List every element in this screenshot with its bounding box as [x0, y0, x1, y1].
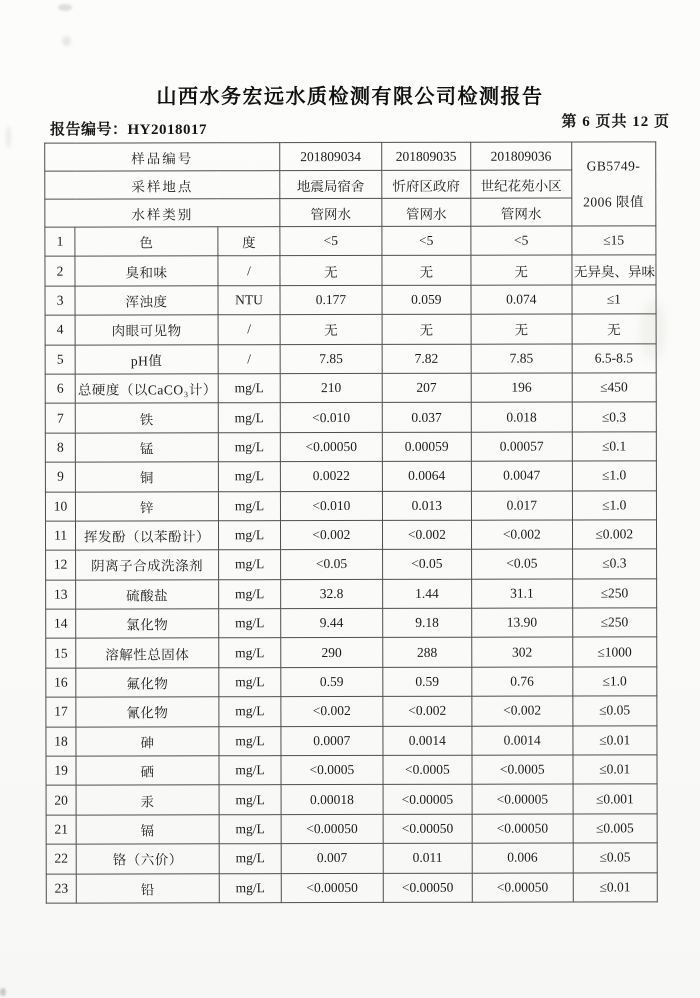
sample3-value: <5: [471, 226, 572, 256]
sample2-value: 1.44: [382, 579, 471, 609]
parameter-unit: mg/L: [219, 726, 281, 756]
sample1-value: 无: [280, 315, 382, 345]
sample1-value: 0.0007: [281, 726, 383, 756]
limit-standard-line2: 2006 限值: [583, 193, 645, 210]
sample2-value: <5: [382, 226, 471, 256]
sample2-value: <0.002: [382, 696, 471, 726]
sample1-value: 32.8: [281, 579, 383, 609]
sample3-value: <0.05: [472, 549, 573, 579]
parameter-name: 浑浊度: [75, 286, 218, 316]
sample2-value: 7.82: [382, 344, 471, 374]
parameter-unit: mg/L: [218, 374, 280, 404]
sample2-value: 288: [382, 638, 471, 668]
table-row: [45, 432, 656, 463]
row-number: 21: [46, 815, 76, 844]
parameter-name: 硒: [76, 756, 219, 786]
scan-smudge: [62, 36, 71, 46]
scan-smudge: [0, 988, 6, 996]
sample2-value: 9.18: [382, 608, 471, 638]
table-row: [45, 285, 656, 316]
sample1-value: 9.44: [281, 609, 383, 639]
parameter-name: 溶解性总固体: [76, 638, 219, 668]
parameter-unit: 度: [218, 227, 280, 257]
table-row: [46, 784, 657, 815]
sample2-id: 201809035: [381, 142, 470, 170]
sample1-value: 0.177: [280, 285, 382, 315]
table-row: [45, 314, 656, 345]
parameter-unit: mg/L: [218, 462, 280, 492]
sample3-value: 7.85: [471, 344, 572, 374]
limit-value: ≤0.001: [573, 784, 658, 814]
sample2-value: 0.59: [382, 667, 471, 697]
limit-value: 无异臭、异味: [571, 255, 656, 285]
limit-value: ≤1.0: [572, 490, 657, 520]
category-label: 水样类别: [45, 199, 280, 227]
sample1-value: <0.00050: [280, 432, 382, 462]
parameter-unit: /: [218, 256, 280, 286]
sample3-value: <0.00050: [472, 873, 573, 903]
row-number: 12: [46, 550, 76, 579]
sample3-value: 无: [471, 314, 572, 344]
table-row: [46, 872, 657, 903]
parameter-unit: /: [218, 315, 280, 345]
sample3-value: 0.006: [472, 843, 573, 873]
sample2-category: 管网水: [381, 198, 470, 226]
sample3-value: 0.0014: [472, 726, 573, 756]
sample2-value: 0.037: [382, 403, 471, 433]
parameter-name: 色: [75, 227, 218, 257]
parameter-name: 锰: [75, 433, 218, 463]
sample3-value: 0.074: [471, 285, 572, 315]
table-row: [45, 520, 656, 551]
sample1-value: <0.00050: [281, 873, 383, 903]
parameter-name: 镉: [76, 815, 219, 845]
sample2-value: 207: [382, 373, 471, 403]
limit-value: 无: [572, 314, 657, 344]
limit-value: ≤0.01: [572, 726, 657, 756]
row-number: 18: [46, 727, 76, 756]
scan-smudge: [58, 4, 72, 11]
table-row: [45, 226, 656, 257]
parameter-name: 臭和味: [75, 256, 218, 286]
sample1-id: 201809034: [280, 142, 382, 170]
limit-value: ≤1.0: [572, 667, 657, 697]
table-row: [46, 608, 657, 639]
limit-value: ≤0.002: [572, 520, 657, 550]
row-number: 16: [46, 668, 76, 697]
parameter-name: 铅: [76, 873, 219, 903]
sample3-value: <0.00050: [472, 814, 573, 844]
sample2-value: 0.0064: [382, 461, 471, 491]
table-row: [46, 637, 657, 668]
limit-value: ≤250: [572, 608, 657, 638]
parameter-unit: mg/L: [219, 609, 281, 639]
row-number: 7: [45, 403, 75, 432]
row-number: 3: [45, 286, 75, 315]
table-row: [45, 373, 656, 404]
sample3-id: 201809036: [471, 142, 572, 170]
sample1-value: 290: [281, 638, 383, 668]
table-row: [46, 843, 657, 874]
table-row: [46, 755, 657, 786]
row-number: 23: [46, 874, 76, 903]
sample1-value: 7.85: [280, 344, 382, 374]
parameter-unit: NTU: [218, 285, 280, 315]
sample2-value: <0.00050: [383, 814, 472, 844]
limit-value: ≤450: [572, 373, 657, 403]
limit-value: ≤0.05: [573, 843, 658, 873]
parameter-name: 铜: [76, 462, 219, 492]
table-row: [46, 814, 657, 845]
scan-smudge: [6, 126, 11, 148]
table-row: [45, 461, 656, 492]
header-row-sample-id: [45, 142, 656, 171]
parameter-unit: mg/L: [219, 844, 281, 874]
row-number: 13: [46, 580, 76, 609]
sample3-location: 世纪花苑小区: [471, 170, 572, 198]
parameter-unit: mg/L: [219, 756, 281, 786]
parameter-name: 总硬度（以CaCO₃计）: [75, 374, 218, 404]
sample1-value: 0.00018: [281, 785, 383, 815]
sample2-value: <0.00050: [383, 873, 472, 903]
parameter-name: 硫酸盐: [76, 579, 219, 609]
sample2-value: 0.011: [383, 843, 472, 873]
sample3-value: 0.76: [472, 667, 573, 697]
header-row-category: [45, 198, 656, 227]
sample1-value: <0.010: [281, 491, 383, 521]
sample2-value: 0.0014: [383, 726, 472, 756]
sample2-value: <0.05: [382, 550, 471, 580]
sample1-value: <0.010: [280, 403, 382, 433]
sample3-value: <0.00005: [472, 784, 573, 814]
sample3-value: 0.018: [471, 402, 572, 432]
row-number: 17: [46, 697, 76, 726]
sample1-value: 0.0022: [281, 462, 383, 492]
sample2-location: 忻府区政府: [381, 170, 470, 198]
row-number: 9: [45, 462, 75, 491]
results-table: [44, 141, 658, 903]
limit-value: ≤0.3: [572, 549, 657, 579]
table-row: [46, 667, 657, 698]
parameter-name: 肉眼可见物: [75, 315, 218, 345]
sample3-value: 0.017: [471, 491, 572, 521]
page-indicator: 第 6 页共 12 页: [561, 114, 670, 130]
parameter-unit: mg/L: [218, 432, 280, 462]
sample2-value: <0.002: [382, 520, 471, 550]
sample-id-label: 样品编号: [45, 143, 280, 171]
parameter-unit: mg/L: [219, 814, 281, 844]
sample2-value: 无: [382, 256, 471, 286]
row-number: 20: [46, 785, 76, 814]
limit-standard-line1: GB5749-: [586, 158, 641, 174]
parameter-unit: mg/L: [218, 521, 280, 551]
parameter-name: 汞: [76, 785, 219, 815]
parameter-unit: mg/L: [218, 550, 280, 580]
sample3-value: 196: [471, 373, 572, 403]
sample3-value: <0.002: [472, 696, 573, 726]
sample3-value: 0.00057: [471, 432, 572, 462]
table-row: [46, 726, 657, 757]
row-number: 5: [45, 345, 75, 374]
row-number: 22: [46, 844, 76, 873]
row-number: 2: [45, 256, 75, 285]
report-title: 山西水务宏远水质检测有限公司检测报告: [156, 86, 544, 108]
location-label: 采样地点: [45, 171, 280, 199]
sample1-category: 管网水: [280, 198, 382, 226]
parameter-name: 氰化物: [76, 697, 219, 727]
sample1-value: 0.59: [281, 667, 383, 697]
row-number: 15: [46, 639, 76, 668]
sample3-value: 31.1: [472, 579, 573, 609]
limit-value: ≤1: [572, 285, 657, 315]
sample3-value: <0.0005: [472, 755, 573, 785]
sample1-value: <0.00050: [281, 814, 383, 844]
limit-value: 6.5-8.5: [572, 343, 657, 373]
sample2-value: <0.00005: [383, 785, 472, 815]
parameter-unit: mg/L: [219, 638, 281, 668]
table-row: [46, 549, 657, 580]
row-number: 11: [45, 521, 75, 550]
parameter-unit: mg/L: [218, 579, 280, 609]
sample1-value: 无: [280, 256, 382, 286]
row-number: 6: [45, 374, 75, 403]
table-row: [45, 255, 656, 286]
parameter-name: pH值: [75, 344, 218, 374]
limit-value: ≤0.3: [572, 402, 657, 432]
parameter-unit: mg/L: [219, 873, 281, 903]
report-number: 报告编号：HY2018017: [50, 122, 208, 138]
header-row-location: [45, 170, 656, 199]
row-number: 10: [45, 492, 75, 521]
sample1-value: 210: [280, 373, 382, 403]
parameter-name: 挥发酚（以苯酚计）: [76, 521, 219, 551]
limit-value: ≤1.0: [572, 461, 657, 491]
parameter-name: 铁: [75, 403, 218, 433]
limit-value: ≤15: [571, 226, 656, 256]
sample2-value: <0.0005: [383, 755, 472, 785]
sample1-value: <0.05: [281, 550, 383, 580]
row-number: 1: [45, 227, 75, 256]
parameter-unit: mg/L: [218, 491, 280, 521]
table-row: [45, 343, 656, 374]
table-row: [46, 696, 657, 727]
parameter-name: 氯化物: [76, 609, 219, 639]
limit-value: ≤0.1: [572, 432, 657, 462]
parameter-name: 阴离子合成洗涤剂: [76, 550, 219, 580]
limit-value: ≤0.01: [573, 755, 658, 785]
row-number: 4: [45, 315, 75, 344]
sample1-location: 地震局宿舍: [280, 170, 382, 198]
sample1-value: <5: [280, 226, 382, 256]
limit-value: ≤0.05: [572, 696, 657, 726]
table-header: [45, 142, 656, 227]
sample1-value: 0.007: [281, 844, 383, 874]
limit-value: ≤250: [572, 579, 657, 609]
sample3-value: 13.90: [472, 608, 573, 638]
row-number: 19: [46, 756, 76, 785]
parameter-unit: mg/L: [218, 403, 280, 433]
parameter-unit: mg/L: [219, 785, 281, 815]
limit-value: ≤0.005: [573, 814, 658, 844]
table-row: [45, 490, 656, 521]
sample2-value: 0.00059: [382, 432, 471, 462]
parameter-unit: /: [218, 344, 280, 374]
sample3-category: 管网水: [471, 198, 572, 226]
parameter-unit: mg/L: [219, 668, 281, 698]
results-body: [45, 226, 657, 903]
parameter-name: 氟化物: [76, 668, 219, 698]
sample1-value: <0.002: [281, 520, 383, 550]
sample2-value: 无: [382, 314, 471, 344]
limit-value: ≤1000: [572, 637, 657, 667]
parameter-name: 砷: [76, 726, 219, 756]
sample1-value: <0.002: [281, 697, 383, 727]
limit-value: ≤0.01: [573, 872, 658, 902]
table-row: [46, 579, 657, 610]
parameter-unit: mg/L: [219, 697, 281, 727]
sample1-value: <0.0005: [281, 755, 383, 785]
parameter-name: 锌: [76, 491, 219, 521]
parameter-name: 铬（六价）: [76, 844, 219, 874]
sample3-value: 302: [472, 638, 573, 668]
row-number: 14: [46, 609, 76, 638]
sample3-value: 无: [471, 255, 572, 285]
sample3-value: 0.0047: [471, 461, 572, 491]
limit-standard-label: [571, 142, 656, 226]
table-row: [45, 402, 656, 433]
sample3-value: <0.002: [472, 520, 573, 550]
row-number: 8: [45, 433, 75, 462]
sample2-value: 0.013: [382, 491, 471, 521]
sample2-value: 0.059: [382, 285, 471, 315]
